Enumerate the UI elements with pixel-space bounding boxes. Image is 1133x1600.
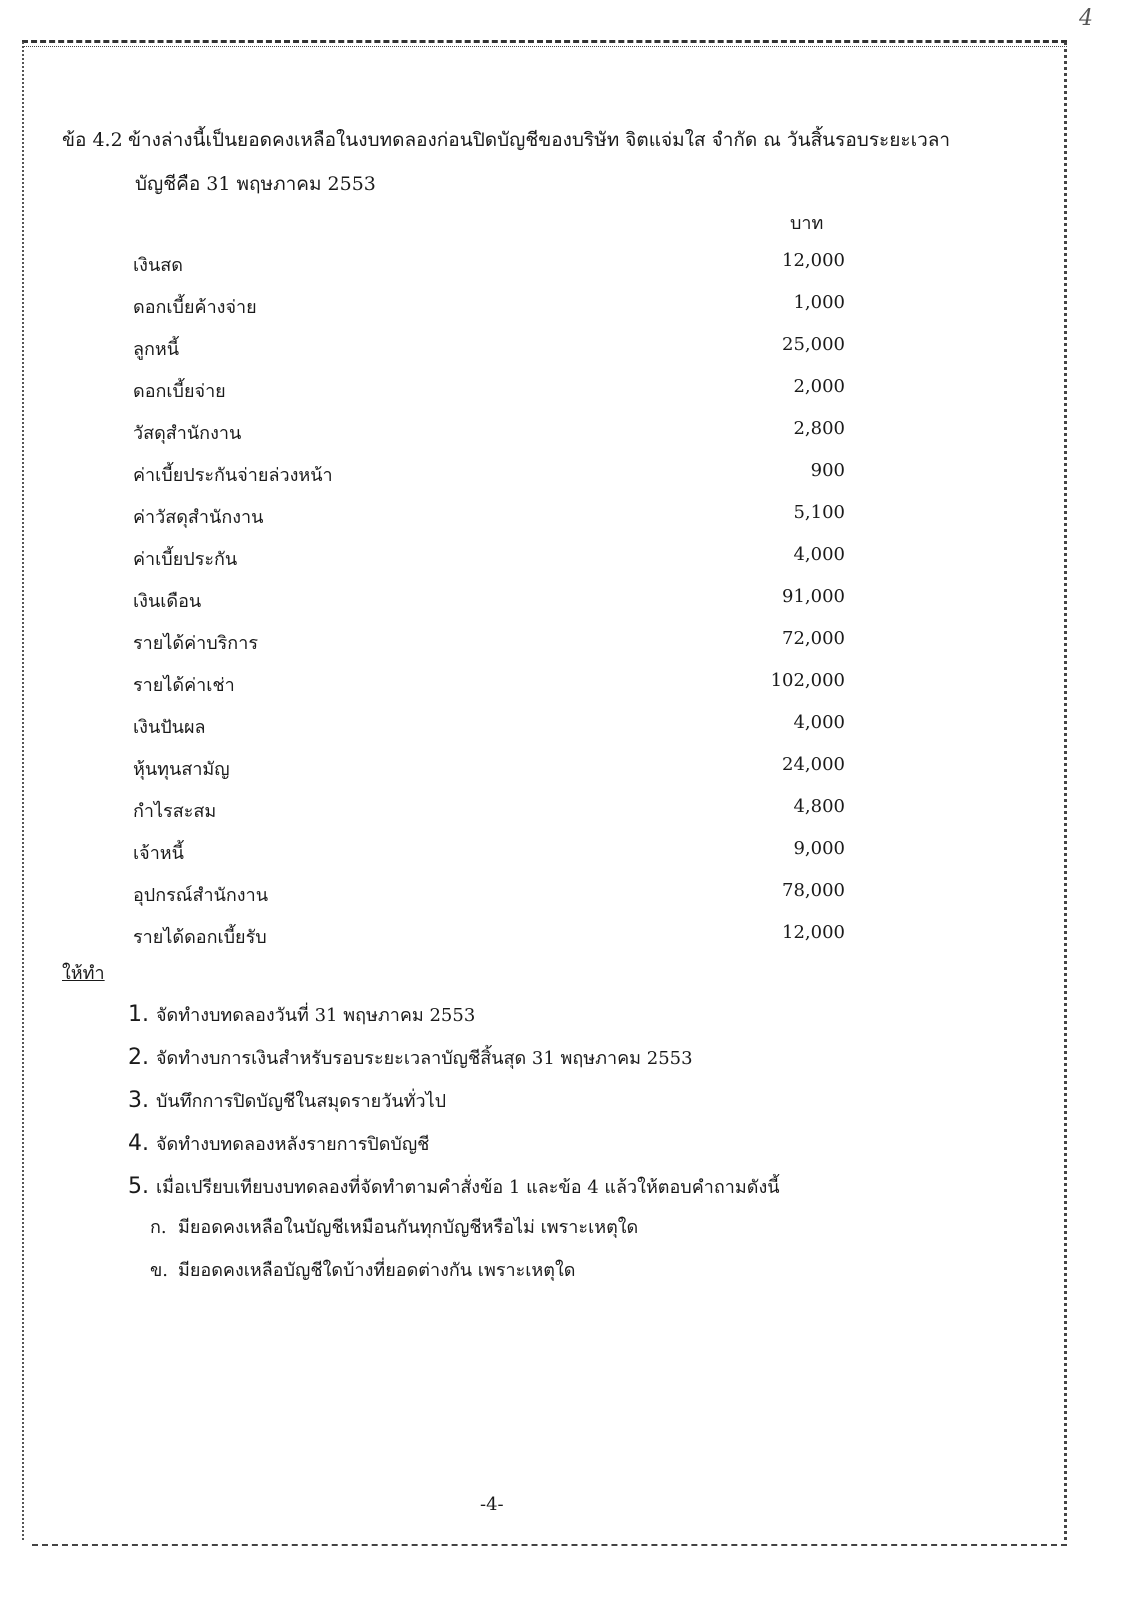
task-number: 4. — [128, 1131, 149, 1156]
account-amount: 78,000 — [782, 880, 845, 901]
task-item — [128, 1086, 446, 1115]
account-name: ลูกหนี้ — [133, 339, 180, 360]
account-name: ค่าวัสดุสำนักงาน — [133, 507, 264, 528]
account-name: เงินปันผล — [133, 717, 206, 738]
task-number: 2. — [128, 1045, 149, 1070]
account-amount: 12,000 — [782, 922, 845, 943]
question-heading — [62, 118, 1022, 206]
page-corner-mark: 4 — [1079, 6, 1093, 31]
account-name: ค่าเบี้ยประกันจ่ายล่วงหน้า — [133, 465, 333, 486]
task-text: จัดทำงบทดลองหลังรายการปิดบัญชี — [156, 1134, 430, 1155]
account-row — [133, 670, 845, 712]
account-row — [133, 292, 845, 334]
account-name: กำไรสะสม — [133, 801, 217, 822]
subtask-item — [150, 1255, 575, 1284]
account-row — [133, 754, 845, 796]
border-right — [1064, 42, 1067, 1540]
task-item — [128, 1000, 475, 1029]
account-amount: 72,000 — [782, 628, 845, 649]
account-name: เจ้าหนี้ — [133, 843, 184, 864]
border-bottom — [32, 1544, 1067, 1546]
account-amount: 2,000 — [793, 376, 845, 397]
question-line-1: ข้างล่างนี้เป็นยอดคงเหลือในงบทดลองก่อนปิดบัญชีของบริษัท จิตแจ่มใส จำกัด ณ วันสิ้นรอบระยะเวลา — [128, 129, 951, 151]
border-top-inner — [22, 46, 1067, 47]
subtask-text: มียอดคงเหลือบัญชีใดบ้างที่ยอดต่างกัน เพราะเหตุใด — [178, 1260, 576, 1281]
subtask-text: มียอดคงเหลือในบัญชีเหมือนกันทุกบัญชีหรือไม่ เพราะเหตุใด — [178, 1217, 639, 1238]
account-amount: 91,000 — [782, 586, 845, 607]
account-row — [133, 838, 845, 880]
account-row — [133, 880, 845, 922]
task-number: 1. — [128, 1002, 149, 1027]
account-row — [133, 586, 845, 628]
account-amount: 4,000 — [793, 712, 845, 733]
account-row — [133, 712, 845, 754]
task-item — [128, 1129, 429, 1158]
account-amount: 900 — [810, 460, 845, 481]
account-amount: 25,000 — [782, 334, 845, 355]
account-name: เงินเดือน — [133, 591, 202, 612]
account-row — [133, 334, 845, 376]
account-amount: 2,800 — [793, 418, 845, 439]
subtask-number: ก. — [150, 1217, 167, 1238]
account-name: รายได้ดอกเบี้ยรับ — [133, 927, 267, 948]
account-name: หุ้นทุนสามัญ — [133, 759, 230, 780]
task-text: จัดทำงบทดลองวันที่ 31 พฤษภาคม 2553 — [156, 1005, 476, 1026]
account-name: ค่าเบี้ยประกัน — [133, 549, 238, 570]
border-left — [22, 42, 24, 1540]
task-text: จัดทำงบการเงินสำหรับรอบระยะเวลาบัญชีสิ้นสุด 31 พฤษภาคม 2553 — [156, 1048, 693, 1069]
account-amount: 24,000 — [782, 754, 845, 775]
account-amount: 12,000 — [782, 250, 845, 271]
account-row — [133, 502, 845, 544]
account-row — [133, 628, 845, 670]
todo-label: ให้ทำ — [62, 963, 105, 984]
account-name: ดอกเบี้ยค้างจ่าย — [133, 297, 257, 318]
account-row — [133, 250, 845, 292]
task-number: 5. — [128, 1174, 149, 1199]
account-name: รายได้ค่าเช่า — [133, 675, 235, 696]
task-text: เมื่อเปรียบเทียบงบทดลองที่จัดทำตามคำสั่งข้อ 1 และข้อ 4 แล้วให้ตอบคำถามดังนี้ — [156, 1177, 780, 1198]
question-number: ข้อ 4.2 — [62, 129, 123, 151]
account-name: ดอกเบี้ยจ่าย — [133, 381, 226, 402]
account-row — [133, 376, 845, 418]
task-text: บันทึกการปิดบัญชีในสมุดรายวันทั่วไป — [156, 1091, 447, 1112]
account-row — [133, 460, 845, 502]
account-row — [133, 796, 845, 838]
task-item — [128, 1043, 693, 1072]
account-name: เงินสด — [133, 255, 183, 276]
account-row — [133, 544, 845, 586]
account-row — [133, 418, 845, 460]
account-amount: 4,000 — [793, 544, 845, 565]
account-amount: 4,800 — [793, 796, 845, 817]
account-amount: 5,100 — [793, 502, 845, 523]
task-number: 3. — [128, 1088, 149, 1113]
border-top — [22, 40, 1067, 43]
account-name: รายได้ค่าบริการ — [133, 633, 258, 654]
subtask-item — [150, 1212, 638, 1241]
account-amount: 9,000 — [793, 838, 845, 859]
account-name: วัสดุสำนักงาน — [133, 423, 242, 444]
subtask-number: ข. — [150, 1260, 169, 1281]
account-amount: 1,000 — [793, 292, 845, 313]
account-name: อุปกรณ์สำนักงาน — [133, 885, 268, 906]
task-item — [128, 1172, 780, 1201]
account-amount: 102,000 — [770, 670, 845, 691]
question-line-2: บัญชีคือ 31 พฤษภาคม 2553 — [135, 173, 376, 195]
account-row — [133, 922, 845, 964]
unit-label: บาท — [790, 213, 824, 234]
page-number: -4- — [480, 1494, 504, 1515]
